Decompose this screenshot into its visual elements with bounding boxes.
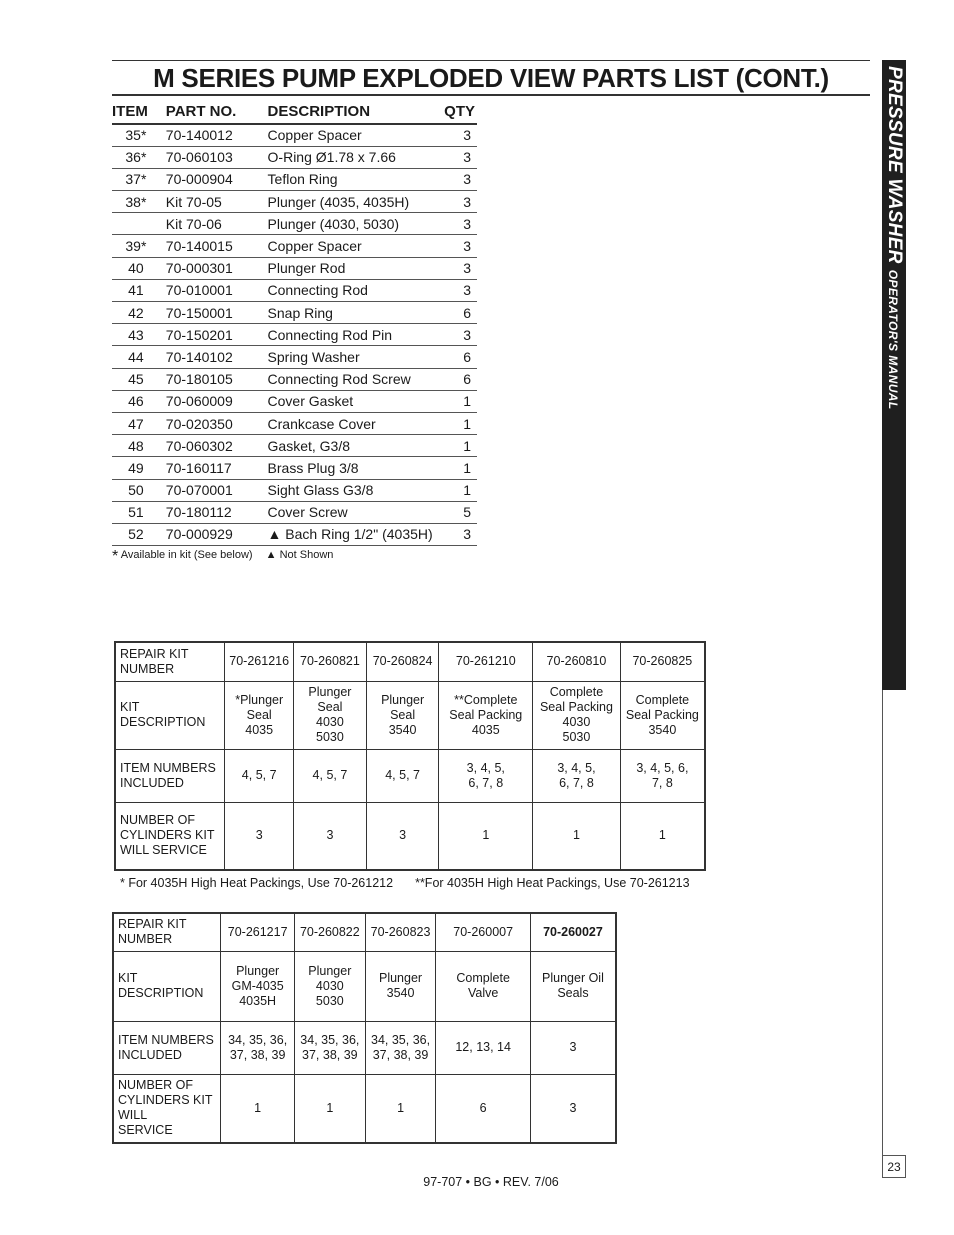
- description-cell: Spring Washer: [268, 346, 445, 368]
- part-no-cell: 70-140015: [166, 235, 268, 257]
- description-cell: Plunger (4030, 5030): [268, 213, 445, 235]
- kit-cell: 4, 5, 7: [366, 749, 439, 802]
- kit-cell: 70-260810: [533, 642, 621, 681]
- part-no-cell: 70-010001: [166, 279, 268, 301]
- item-cell: 42: [112, 302, 166, 324]
- kit-cell: 70-260823: [365, 913, 436, 951]
- item-cell: 41: [112, 279, 166, 301]
- kit-cell: 70-260007: [436, 913, 531, 951]
- item-cell: 36*: [112, 146, 166, 168]
- kit-description-row: [113, 951, 616, 1021]
- kit-cell: 70-261210: [439, 642, 533, 681]
- item-cell: 43: [112, 324, 166, 346]
- parts-row: [112, 501, 477, 523]
- qty-cell: 6: [444, 302, 477, 324]
- description-cell: Snap Ring: [268, 302, 445, 324]
- kit-cell: 1: [221, 1074, 295, 1143]
- item-cell: [112, 213, 166, 235]
- item-cell: 52: [112, 523, 166, 545]
- kit-cell: 1: [620, 802, 705, 870]
- kit-cell: 70-260822: [294, 913, 365, 951]
- item-cell: 49: [112, 457, 166, 479]
- parts-row: [112, 412, 477, 434]
- parts-footnote: [112, 548, 333, 566]
- description-cell: O-Ring Ø1.78 x 7.66: [268, 146, 445, 168]
- kit-cell: 4, 5, 7: [225, 749, 294, 802]
- item-cell: 35*: [112, 124, 166, 146]
- sidebar-subtitle: OPERATOR'S MANUAL: [886, 269, 900, 410]
- item-cell: 51: [112, 501, 166, 523]
- sidebar-rule: [882, 690, 883, 1178]
- part-no-cell: 70-180112: [166, 501, 268, 523]
- description-cell: Gasket, G3/8: [268, 435, 445, 457]
- kit-row-label: NUMBER OF CYLINDERS KIT WILL SERVICE: [115, 802, 225, 870]
- kit-cell: 70-260027: [530, 913, 616, 951]
- part-no-cell: 70-070001: [166, 479, 268, 501]
- kit-cell: 1: [533, 802, 621, 870]
- kit-cell: Complete Seal Packing 4030 5030: [533, 681, 621, 749]
- item-cell: 46: [112, 390, 166, 412]
- kit-row-label: REPAIR KIT NUMBER: [115, 642, 225, 681]
- description-cell: Cover Gasket: [268, 390, 445, 412]
- description-cell: Connecting Rod: [268, 279, 445, 301]
- parts-row: [112, 302, 477, 324]
- page-number: 23: [882, 1155, 906, 1178]
- kit-cell: *Plunger Seal 4035: [225, 681, 294, 749]
- kit-cell: 3: [294, 802, 367, 870]
- qty-cell: 3: [444, 279, 477, 301]
- qty-cell: 3: [444, 191, 477, 213]
- kit-cell: 70-260825: [620, 642, 705, 681]
- description-cell: Plunger (4035, 4035H): [268, 191, 445, 213]
- title-rule-bottom: [112, 94, 870, 96]
- repair-kit-table-1: [114, 641, 706, 871]
- part-no-cell: 70-000904: [166, 168, 268, 190]
- kit-cell: Complete Valve: [436, 951, 531, 1021]
- part-no-cell: 70-180105: [166, 368, 268, 390]
- parts-row: [112, 124, 477, 146]
- part-no-cell: 70-150201: [166, 324, 268, 346]
- part-no-cell: 70-000929: [166, 523, 268, 545]
- part-no-cell: 70-140102: [166, 346, 268, 368]
- kit-cell: 1: [439, 802, 533, 870]
- kit-number-row: [113, 913, 616, 951]
- part-no-cell: 70-000301: [166, 257, 268, 279]
- kit-cylinders-row: [115, 802, 705, 870]
- parts-row: [112, 191, 477, 213]
- part-no-cell: 70-060103: [166, 146, 268, 168]
- item-cell: 45: [112, 368, 166, 390]
- description-cell: Plunger Rod: [268, 257, 445, 279]
- kit-cell: 3: [225, 802, 294, 870]
- qty-cell: 1: [444, 412, 477, 434]
- description-cell: Cover Screw: [268, 501, 445, 523]
- kit-cell: 70-260821: [294, 642, 367, 681]
- parts-row: [112, 479, 477, 501]
- kit-row-label: ITEM NUMBERS INCLUDED: [115, 749, 225, 802]
- parts-row: [112, 457, 477, 479]
- kit-cell: 70-261216: [225, 642, 294, 681]
- part-no-cell: 70-020350: [166, 412, 268, 434]
- kit-cell: 3: [366, 802, 439, 870]
- part-no-cell: 70-060009: [166, 390, 268, 412]
- parts-row: [112, 146, 477, 168]
- part-no-cell: 70-060302: [166, 435, 268, 457]
- qty-cell: 3: [444, 257, 477, 279]
- kit-cell: 1: [365, 1074, 436, 1143]
- item-cell: 40: [112, 257, 166, 279]
- kit-row-label: KIT DESCRIPTION: [115, 681, 225, 749]
- parts-row: [112, 257, 477, 279]
- part-no-cell: 70-150001: [166, 302, 268, 324]
- qty-cell: 1: [444, 457, 477, 479]
- header-qty: QTY: [444, 100, 477, 124]
- description-cell: Brass Plug 3/8: [268, 457, 445, 479]
- kit-cell: Plunger Oil Seals: [530, 951, 616, 1021]
- kit-description-row: [115, 681, 705, 749]
- qty-cell: 6: [444, 346, 477, 368]
- parts-row: [112, 523, 477, 545]
- kit-row-label: ITEM NUMBERS INCLUDED: [113, 1021, 221, 1074]
- qty-cell: 3: [444, 168, 477, 190]
- item-cell: 37*: [112, 168, 166, 190]
- parts-row: [112, 168, 477, 190]
- kit-cell: 3: [530, 1074, 616, 1143]
- kit-cell: 70-260824: [366, 642, 439, 681]
- kit-cell: 3, 4, 5, 6, 7, 8: [620, 749, 705, 802]
- description-cell: Sight Glass G3/8: [268, 479, 445, 501]
- kit-cell: 1: [294, 1074, 365, 1143]
- qty-cell: 3: [444, 146, 477, 168]
- item-cell: 38*: [112, 191, 166, 213]
- kit-cylinders-row: [113, 1074, 616, 1143]
- parts-row: [112, 324, 477, 346]
- item-cell: 44: [112, 346, 166, 368]
- sidebar-title: PRESSURE WASHER: [884, 66, 905, 264]
- kit-cell: Plunger Seal 4030 5030: [294, 681, 367, 749]
- item-cell: 48: [112, 435, 166, 457]
- parts-row: [112, 346, 477, 368]
- description-cell: ▲ Bach Ring 1/2" (4035H): [268, 523, 445, 545]
- header-part-no: PART NO.: [166, 100, 268, 124]
- parts-row: [112, 390, 477, 412]
- description-cell: Crankcase Cover: [268, 412, 445, 434]
- description-cell: Teflon Ring: [268, 168, 445, 190]
- footnote-not-shown: ▲ Not Shown: [265, 549, 334, 561]
- parts-table: [112, 100, 477, 546]
- qty-cell: 3: [444, 124, 477, 146]
- kit-row-label: KIT DESCRIPTION: [113, 951, 221, 1021]
- repair-kit-table-2: [112, 912, 617, 1144]
- kit-cell: Plunger 3540: [365, 951, 436, 1021]
- kit-cell: Complete Seal Packing 3540: [620, 681, 705, 749]
- kit-cell: 70-261217: [221, 913, 295, 951]
- parts-row: [112, 213, 477, 235]
- kit-items-row: [115, 749, 705, 802]
- kit-row-label: REPAIR KIT NUMBER: [113, 913, 221, 951]
- parts-row: [112, 235, 477, 257]
- kit-number-row: [115, 642, 705, 681]
- kit-cell: **Complete Seal Packing 4035: [439, 681, 533, 749]
- qty-cell: 1: [444, 435, 477, 457]
- qty-cell: 1: [444, 479, 477, 501]
- kit-note-1: * For 4035H High Heat Packings, Use 70-261212: [120, 876, 394, 890]
- description-cell: Connecting Rod Screw: [268, 368, 445, 390]
- footnote-kit-text: Available in kit (See below): [120, 549, 253, 561]
- title-rule-top: [112, 60, 870, 61]
- kit-cell: 34, 35, 36, 37, 38, 39: [365, 1021, 436, 1074]
- qty-cell: 3: [444, 324, 477, 346]
- item-cell: 47: [112, 412, 166, 434]
- part-no-cell: 70-160117: [166, 457, 268, 479]
- description-cell: Connecting Rod Pin: [268, 324, 445, 346]
- kit-cell: 3: [530, 1021, 616, 1074]
- part-no-cell: 70-140012: [166, 124, 268, 146]
- parts-header-row: [112, 100, 477, 124]
- kit-note-2: **For 4035H High Heat Packings, Use 70-261213: [415, 876, 690, 890]
- footnote-star: *: [112, 548, 119, 565]
- item-cell: 50: [112, 479, 166, 501]
- page-footer: 97-707 • BG • REV. 7/06: [423, 1175, 559, 1189]
- qty-cell: 5: [444, 501, 477, 523]
- qty-cell: 3: [444, 523, 477, 545]
- qty-cell: 3: [444, 235, 477, 257]
- kit-notes: [120, 876, 690, 890]
- parts-row: [112, 435, 477, 457]
- parts-row: [112, 279, 477, 301]
- item-cell: 39*: [112, 235, 166, 257]
- kit-cell: 12, 13, 14: [436, 1021, 531, 1074]
- kit-cell: 34, 35, 36, 37, 38, 39: [221, 1021, 295, 1074]
- kit-cell: Plunger GM-4035 4035H: [221, 951, 295, 1021]
- header-item: ITEM: [112, 100, 166, 124]
- kit-cell: 34, 35, 36, 37, 38, 39: [294, 1021, 365, 1074]
- qty-cell: 3: [444, 213, 477, 235]
- description-cell: Copper Spacer: [268, 235, 445, 257]
- kit-cell: 6: [436, 1074, 531, 1143]
- qty-cell: 1: [444, 390, 477, 412]
- kit-cell: 3, 4, 5, 6, 7, 8: [439, 749, 533, 802]
- header-description: DESCRIPTION: [268, 100, 445, 124]
- kit-cell: 4, 5, 7: [294, 749, 367, 802]
- kit-cell: 3, 4, 5, 6, 7, 8: [533, 749, 621, 802]
- kit-items-row: [113, 1021, 616, 1074]
- sidebar-label: [882, 60, 906, 690]
- description-cell: Copper Spacer: [268, 124, 445, 146]
- qty-cell: 6: [444, 368, 477, 390]
- kit-cell: Plunger 4030 5030: [294, 951, 365, 1021]
- kit-row-label: NUMBER OF CYLINDERS KIT WILL SERVICE: [113, 1074, 221, 1143]
- page-title: M SERIES PUMP EXPLODED VIEW PARTS LIST (CONT.): [153, 63, 829, 93]
- kit-cell: Plunger Seal 3540: [366, 681, 439, 749]
- part-no-cell: Kit 70-05: [166, 191, 268, 213]
- parts-row: [112, 368, 477, 390]
- part-no-cell: Kit 70-06: [166, 213, 268, 235]
